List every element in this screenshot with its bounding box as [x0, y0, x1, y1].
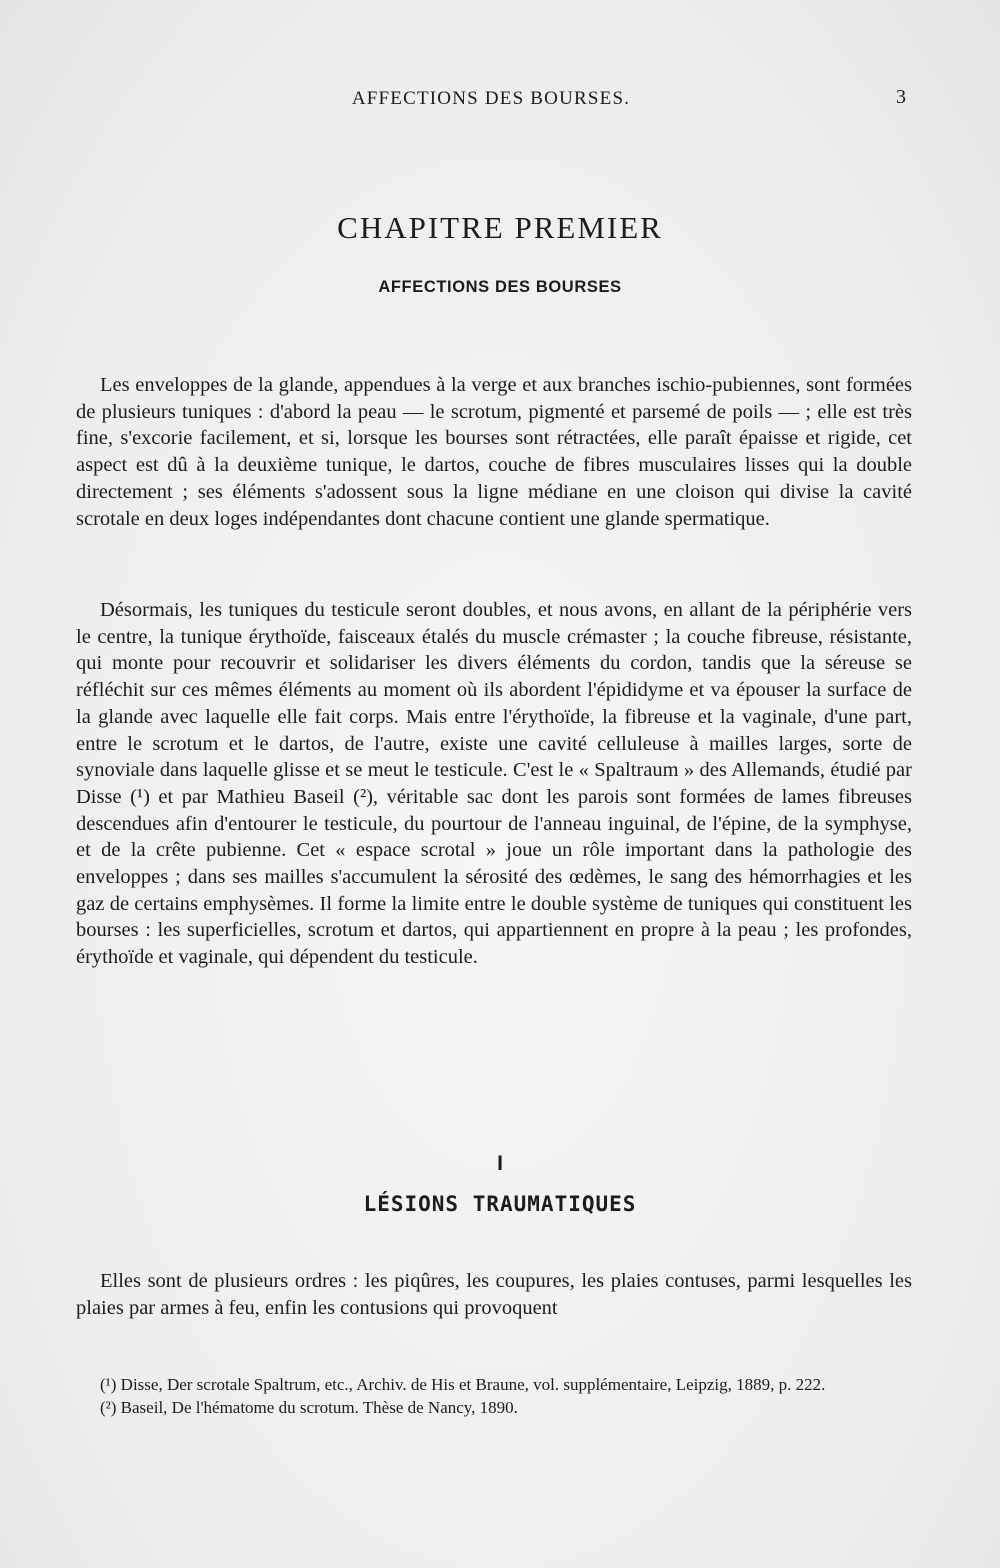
chapter-subtitle: AFFECTIONS DES BOURSES	[378, 278, 622, 296]
footnote-1: (¹) Disse, Der scrotale Spaltrum, etc., Archiv. de His et Braune, vol. supplémentaire, Leipzig, 1889, p. 222.	[100, 1375, 826, 1394]
running-head	[76, 84, 906, 116]
footnote-2: (²) Baseil, De l'hématome du scrotum. Thèse de Nancy, 1890.	[100, 1397, 518, 1417]
paragraph-3	[76, 1268, 912, 1321]
section-title: LÉSIONS TRAUMATIQUES	[363, 1192, 637, 1216]
section-number: I	[497, 1152, 503, 1175]
page-number: 3	[896, 86, 906, 108]
paragraph-text: Désormais, les tuniques du testicule seront doubles, et nous avons, en allant de la périphérie vers le centre, la tunique érythoïde, faisceaux étalés du muscle crémaster ; la couche fibreuse, résistante, qui monte pour recouvrir et solidariser les divers éléments du cordon, tandis que la séreuse se réfléchit sur ces mêmes éléments au moment où ils abordent l'épididyme et va épouser la surface de la glande avec laquelle elle fait corps. Mais entre l'érythoïde, la fibreuse et la vaginale, d'une part, entre le scrotum et le dartos, de l'autre, existe une cavité celluleuse à mailles larges, sorte de synoviale dans laquelle glisse et se meut le testicule. C'est le « Spaltraum » des Allemands, étudié par Disse (¹) et par Mathieu Baseil (²), véritable sac dont les parois sont formées de lames fibreuses descendues afin d'entourer le testicule, du pourtour de l'anneau inguinal, de l'épine, de la symphyse, et de la crête pubienne. Cet « espace scrotal » joue un rôle important dans la pathologie des enveloppes ; dans ses mailles s'accumulent la sérosité des œdèmes, le sang des hémorrhagies et les gaz de certains emphysèmes. Il forme la limite entre le double système de tuniques qui constituent les bourses : les superficielles, scrotum et dartos, qui appartiennent en propre à la peau ; les profondes, érythoïde et vaginale, qui dépendent du testicule.	[76, 599, 912, 969]
paragraph-text: Elles sont de plusieurs ordres : les piqûres, les coupures, les plaies contuses, parmi lesquelles les plaies par armes à feu, enfin les contusions qui provoquent	[76, 1270, 912, 1319]
chapter-title: CHAPITRE PREMIER	[337, 210, 663, 245]
paragraph-text: Les enveloppes de la glande, appendues à la verge et aux branches ischio-pubiennes, sont formées de plusieurs tuniques : d'abord la peau — le scrotum, pigmenté et parsemé de poils — ; elle est très fine, s'excorie facilement, et si, lorsque les bourses sont rétractées, elle paraît épaisse et rigide, cet aspect est dû à la deuxième tunique, le dartos, couche de fibres musculaires lisses qui la double directement ; ses éléments s'adossent sous la ligne médiane en une cloison qui divise la cavité scrotale en deux loges indépendantes dont chacune contient une glande spermatique.	[76, 374, 912, 530]
running-head-title: AFFECTIONS DES BOURSES.	[351, 88, 631, 109]
paragraph-1	[76, 372, 912, 532]
footnotes	[76, 1374, 912, 1419]
paragraph-2	[76, 597, 912, 971]
